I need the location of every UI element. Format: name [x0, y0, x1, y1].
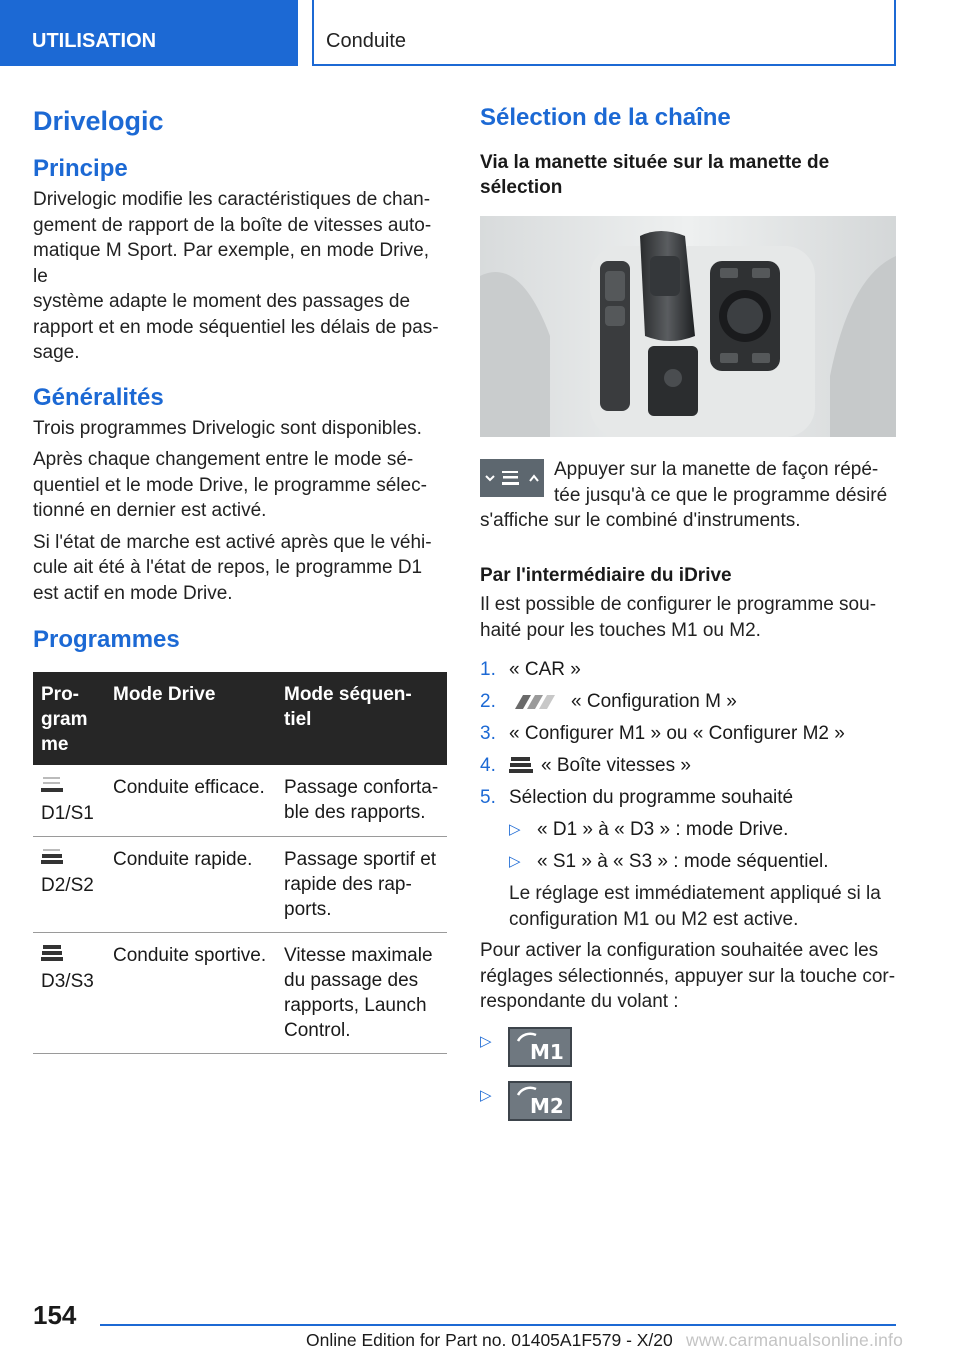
program-label: D2/S2 [41, 875, 94, 896]
list-item: 5. Sélection du programme souhaité [480, 787, 794, 808]
triangle-bullet-icon: ▷ [509, 853, 521, 870]
page-header [0, 0, 960, 66]
list-item [480, 1081, 896, 1127]
program-label: D3/S3 [41, 971, 94, 992]
drive-cell: Conduite rapide. [105, 837, 276, 933]
program-subitems [509, 817, 896, 874]
programmes-table [33, 672, 447, 1054]
drivelogic-2-bar-icon [41, 849, 63, 867]
program-label: D1/S1 [41, 803, 94, 824]
applied-text: Le réglage est immédiatement appliqué si la configuration M1 ou M2 est active. [509, 883, 881, 930]
table-header-row [33, 672, 447, 765]
generalites-heading: Généralités [33, 383, 164, 411]
list-item: 4. « Boîte vitesses » [480, 755, 691, 776]
gearbox-icon [509, 757, 533, 775]
lever-instruction [480, 457, 896, 535]
gear-selector-console-photo [480, 216, 896, 437]
list-item: ▷ « S1 » à « S3 » : mode séquentiel. [509, 851, 829, 872]
generalites-text-3: Si l'état de marche est activé après que le véhi- cule ait été à l'état de repos, le programme D1 est actif en mode Drive. [33, 531, 432, 604]
program-cell [33, 837, 105, 933]
drivelogic-1-bar-icon [41, 777, 63, 795]
list-item: 1. « CAR » [480, 659, 581, 680]
page-title: Drivelogic [33, 106, 164, 136]
m-stripes-icon [509, 695, 563, 709]
lever-instruction-text-1: Appuyer sur la manette de façon répé- tée jusqu'à ce que le programme désiré [554, 459, 888, 506]
sequential-cell: Passage sportif et rapide des rap- ports. [276, 837, 447, 933]
selection-heading: Sélection de la chaîne [480, 104, 731, 131]
programmes-heading: Programmes [33, 626, 180, 653]
m-buttons-list [480, 1027, 896, 1127]
footer-divider [100, 1324, 896, 1326]
lever-instruction-text-2: s'affiche sur le combiné d'instruments. [480, 510, 801, 531]
triangle-bullet-icon: ▷ [509, 821, 521, 838]
list-item: ▷ « D1 » à « D3 » : mode Drive. [509, 819, 789, 840]
triangle-bullet-icon: ▷ [480, 1086, 492, 1104]
program-cell [33, 933, 105, 1054]
drivelogic-3-bar-icon [41, 945, 63, 963]
m1-button-icon [508, 1027, 572, 1067]
m2-button-icon [508, 1081, 572, 1121]
edition-text: Online Edition for Part no. 01405A1F579 - X/20 [306, 1330, 673, 1350]
idrive-steps [480, 657, 896, 810]
drivelogic-rocker-button-icon [480, 459, 544, 497]
section-tab: UTILISATION [0, 0, 298, 66]
drive-cell: Conduite sportive. [105, 933, 276, 1054]
generalites-text-2: Après chaque changement entre le mode sé- quentiel et le mode Drive, le programme sélec- tionné en dernier est activé. [33, 449, 427, 521]
selector-lever-subheading: Via la manette située sur la manette de sélection [480, 152, 830, 198]
table-row [33, 933, 447, 1054]
sequential-cell: Vitesse maximale du passage des rapports, Launch Control. [276, 933, 447, 1054]
right-column [480, 100, 896, 1134]
sequential-cell: Passage conforta- ble des rapports. [276, 765, 447, 837]
principe-text: Drivelogic modifie les caractéristiques de chan- gement de rapport de la boîte de vitesses auto- matique M Sport. Par exemple, en mode Drive, le système adapte le moment des passages de rapport et en mode séquentiel les délais de pas- sage. [33, 189, 439, 363]
generalites-text-1: Trois programmes Drivelogic sont disponibles. [33, 417, 422, 439]
idrive-text: Il est possible de configurer le programme sou- haité pour les touches M1 ou M2. [480, 594, 877, 641]
drive-cell: Conduite efficace. [105, 765, 276, 837]
svg-text:M2: M2 [530, 1093, 564, 1118]
column-header-mode-sequentiel: Mode séquen- tiel [276, 672, 447, 765]
table-row [33, 837, 447, 933]
table-row [33, 765, 447, 837]
left-column [33, 100, 447, 1054]
list-item [480, 1027, 896, 1073]
column-header-mode-drive: Mode Drive [105, 672, 276, 765]
activate-text: Pour activer la configuration souhaitée avec les réglages sélectionnés, appuyer sur la touche cor- respondante du volant : [480, 940, 896, 1012]
svg-text:M1: M1 [530, 1039, 564, 1064]
chapter-tab: Conduite [312, 0, 896, 66]
list-item: 2. « Configuration M » [480, 691, 737, 712]
page-footer [0, 1290, 960, 1362]
idrive-subheading: Par l'intermédiaire du iDrive [480, 565, 732, 586]
page-number: 154 [33, 1300, 77, 1330]
watermark: www.carmanualsonline.info [686, 1330, 904, 1350]
triangle-bullet-icon: ▷ [480, 1032, 492, 1050]
list-item: 3. « Configurer M1 » ou « Configurer M2 » [480, 723, 845, 744]
column-header-programme: Pro- gram me [33, 672, 105, 765]
principe-heading: Principe [33, 155, 128, 182]
program-cell [33, 765, 105, 837]
